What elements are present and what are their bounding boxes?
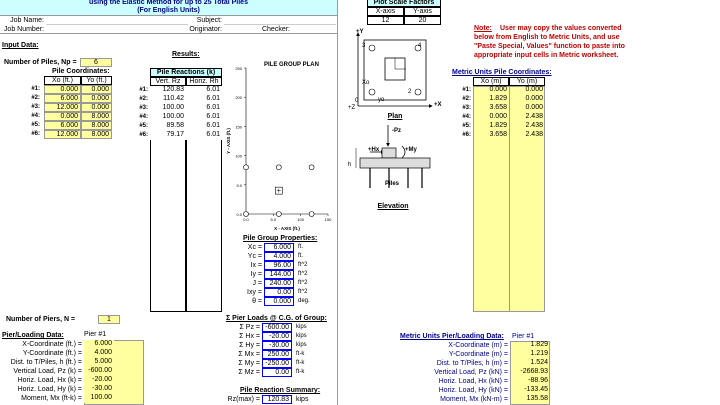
metric-pier-value: 135.58 bbox=[526, 395, 548, 402]
metric-row-label: #6: bbox=[462, 132, 471, 138]
pier-value-input[interactable]: 6.000 bbox=[84, 340, 114, 349]
elevation-label: Elevation bbox=[377, 203, 409, 210]
job-info bbox=[0, 16, 337, 34]
reaction-row-label: #3: bbox=[139, 105, 148, 111]
pier-value-input[interactable]: 5.000 bbox=[84, 358, 114, 367]
rmax-value: 120.83 bbox=[262, 395, 292, 404]
vert-reaction: 110.42 bbox=[150, 95, 186, 104]
metric-pier-row-label: Y-Coordinate (m) = bbox=[448, 351, 508, 358]
metric-x-value: 1.829 bbox=[489, 122, 507, 129]
pier-value-input[interactable]: -30.00 bbox=[84, 385, 114, 394]
pier-row-label: Dist. to T/Piles, h (ft.) = bbox=[10, 359, 82, 366]
metric-yo-header: Yo (m) bbox=[509, 77, 545, 86]
checker-label: Checker: bbox=[261, 26, 290, 33]
metric-pier-value: -2668.93 bbox=[520, 368, 548, 375]
metric-row-label: #5: bbox=[462, 123, 471, 129]
pier-row-label: Horiz. Load, Hy (k) = bbox=[17, 386, 82, 393]
reaction-row-label: #2: bbox=[139, 96, 148, 102]
metric-pier-row-label: X-Coordinate (m) = bbox=[448, 342, 508, 349]
x-tick-label: 0.0 bbox=[243, 217, 249, 222]
metric-pier-value: 1.829 bbox=[530, 341, 548, 348]
pier-value-input[interactable]: 100.00 bbox=[84, 394, 114, 403]
pier-value-input[interactable]: -20.00 bbox=[84, 376, 114, 385]
pile-row-label: #1: bbox=[31, 86, 40, 92]
reaction-row-label: #6: bbox=[139, 132, 148, 138]
metric-x-value: 0.000 bbox=[489, 113, 507, 120]
prop-unit: ft^2 bbox=[298, 271, 308, 277]
my-label: +My bbox=[405, 147, 417, 153]
metric-x-value: 0.000 bbox=[489, 86, 507, 93]
originator-label: Originator: bbox=[189, 26, 222, 33]
piles-label: Piles bbox=[385, 181, 400, 187]
note-line-4: appropriate input cells in Metric worksheet. bbox=[474, 52, 619, 59]
sum-label: Σ Mx = bbox=[238, 351, 260, 358]
horiz-reaction: 6.01 bbox=[186, 113, 222, 122]
horiz-reaction: 6.01 bbox=[186, 86, 222, 95]
pz-label: -Pz bbox=[392, 128, 401, 134]
y-tick-label: 100 bbox=[235, 153, 242, 159]
metric-xo-header: Xo (m) bbox=[473, 77, 509, 86]
pile-point bbox=[276, 212, 281, 217]
title-line-2: (For English Units) bbox=[137, 7, 200, 14]
sum-unit: kips bbox=[296, 324, 307, 330]
xo-label: Xo bbox=[362, 80, 370, 86]
vert-reaction: 100.00 bbox=[150, 104, 186, 113]
yo-label: yo bbox=[378, 97, 385, 103]
horiz-reaction: 6.01 bbox=[186, 104, 222, 113]
column-divider bbox=[337, 0, 338, 405]
metric-loading-title: Metric Units Pier/Loading Data: bbox=[400, 333, 504, 340]
sum-unit: ft-k bbox=[296, 360, 305, 366]
x-axis-scale-header: X-axis bbox=[367, 7, 404, 16]
y-tick-label: 150 bbox=[235, 124, 242, 130]
job-number-field[interactable] bbox=[46, 25, 188, 34]
note-label: Note: bbox=[474, 25, 492, 32]
prop-label: Ix = bbox=[250, 262, 262, 269]
prop-value: 4.000 bbox=[264, 252, 294, 261]
metric-y-value: 2.438 bbox=[525, 113, 543, 120]
sums-title: Σ Pier Loads @ C.G. of Group: bbox=[226, 315, 327, 322]
horiz-reaction: 6.01 bbox=[186, 95, 222, 104]
pile-point bbox=[244, 212, 249, 217]
pile-row-label: #2: bbox=[31, 95, 40, 101]
pile-x-input[interactable]: 12.000 bbox=[44, 103, 81, 112]
sum-value: 0.00 bbox=[262, 368, 292, 377]
pile-y-input[interactable]: 0.000 bbox=[81, 94, 112, 103]
subject-label: Subject: bbox=[196, 17, 222, 24]
num-piers-label: Number of Piers, N = bbox=[6, 316, 76, 323]
sum-label: Σ Hy = bbox=[239, 342, 260, 349]
pier-row-label: Horiz. Load, Hx (k) = bbox=[17, 377, 82, 384]
input-data-title: Input Data: bbox=[2, 42, 39, 49]
rmax-unit: kips bbox=[296, 396, 309, 403]
reaction-row-label: #1: bbox=[139, 87, 148, 93]
sum-unit: ft-k bbox=[296, 351, 305, 357]
metric-x-value: 1.829 bbox=[489, 95, 507, 102]
xo-header: Xo (ft.) bbox=[44, 76, 81, 85]
metric-coords-title: Metric Units Pile Coordinates: bbox=[452, 69, 552, 76]
prop-label: Xc = bbox=[247, 244, 262, 251]
prop-label: Ixy = bbox=[247, 289, 262, 296]
sum-label: Σ Pz = bbox=[239, 324, 260, 331]
pier-row-label: Vertical Load, Pz (k) = bbox=[13, 368, 82, 375]
metric-y-value: 0.000 bbox=[525, 95, 543, 102]
num-piles-input[interactable]: 6 bbox=[80, 58, 112, 67]
pier-header: Pier #1 bbox=[84, 331, 118, 340]
plan-label: Plan bbox=[387, 113, 403, 120]
metric-pier-row-label: Dist. to T/Piles, h (m) = bbox=[436, 360, 508, 367]
prop-value: 6.000 bbox=[264, 243, 294, 252]
plot-scale-title: Plot Scale Factors bbox=[367, 0, 441, 7]
loading-title: Pier/Loading Data: bbox=[2, 332, 64, 339]
metric-x-value: 3.658 bbox=[489, 131, 507, 138]
y-tick-label: 200 bbox=[235, 95, 242, 101]
prop-value: 0.000 bbox=[264, 297, 294, 306]
results-title: Results: bbox=[172, 51, 200, 58]
pile-4-label: 4 bbox=[418, 43, 422, 49]
prop-label: Iy = bbox=[250, 271, 262, 278]
prop-unit: ft^2 bbox=[298, 289, 308, 295]
pile-x-input[interactable]: 6.000 bbox=[44, 121, 81, 130]
title-line-1: using the Elastic Method for up to 25 Total Piles bbox=[89, 0, 248, 6]
metric-row-label: #3: bbox=[462, 105, 471, 111]
pile-y-input[interactable]: 0.000 bbox=[81, 103, 112, 112]
sum-unit: kips bbox=[296, 333, 307, 339]
prop-unit: deg. bbox=[298, 298, 310, 304]
prop-unit: ft. bbox=[298, 253, 304, 259]
props-title: Pile Group Properties: bbox=[243, 235, 318, 242]
sum-label: Σ Hx = bbox=[239, 333, 260, 340]
reaction-row-label: #4: bbox=[139, 114, 148, 120]
metric-y-value: 0.000 bbox=[525, 86, 543, 93]
pile-group-plot bbox=[224, 64, 336, 234]
pile-row-label: #5: bbox=[31, 122, 40, 128]
reaction-row-label: #5: bbox=[139, 123, 148, 129]
prop-label: Yc = bbox=[247, 253, 262, 260]
y-tick-label: 5.0 bbox=[236, 182, 242, 188]
origin-label: 0 bbox=[355, 98, 359, 104]
metric-pier-value: -88.96 bbox=[528, 377, 548, 384]
pier-row-label: X-Coordinate (ft.) = bbox=[22, 341, 82, 348]
pile-x-input[interactable]: 6.000 bbox=[44, 94, 81, 103]
pile-coords-title: Pile Coordinates: bbox=[52, 68, 110, 75]
sum-value: -600.00 bbox=[262, 323, 292, 332]
sum-value: 250.00 bbox=[262, 350, 292, 359]
metric-y-value: 0.000 bbox=[525, 104, 543, 111]
prop-value: 96.00 bbox=[264, 261, 294, 270]
horiz-reaction: 6.01 bbox=[186, 131, 222, 140]
pile-point bbox=[309, 212, 314, 217]
pile-point bbox=[244, 165, 249, 170]
metric-pier-row-label: Moment, Mx (kN-m) = bbox=[440, 396, 508, 403]
prop-label: θ = bbox=[252, 298, 262, 305]
pile-y-input[interactable]: 8.000 bbox=[81, 121, 112, 130]
subject-field[interactable] bbox=[224, 16, 336, 25]
prop-unit: ft. bbox=[298, 244, 304, 250]
vert-reaction: 120.83 bbox=[150, 86, 186, 95]
pile-y-input[interactable]: 0.000 bbox=[81, 85, 112, 94]
x-tick-label: 100 bbox=[297, 217, 305, 222]
sum-value: -20.00 bbox=[262, 332, 292, 341]
metric-pier-row-label: Vertical Load, Pz (kN) = bbox=[434, 369, 508, 376]
num-piers-input[interactable]: 1 bbox=[98, 315, 120, 324]
pile-row-label: #4: bbox=[31, 113, 40, 119]
note-line-2: below from English to Metric Units, and use bbox=[474, 34, 620, 41]
prop-value: 144.00 bbox=[264, 270, 294, 279]
x-tick-label: 5.0 bbox=[270, 217, 277, 222]
note-line-1: User may copy the values converted bbox=[500, 25, 622, 32]
pier-value-input[interactable]: -600.00 bbox=[84, 367, 114, 376]
prop-unit: ft^2 bbox=[298, 280, 308, 286]
x-tick-label: 150 bbox=[324, 217, 332, 222]
pile-row-label: #6: bbox=[31, 131, 40, 137]
prop-unit: ft^2 bbox=[298, 262, 308, 268]
sum-label: Σ My = bbox=[238, 360, 260, 367]
prop-value: 240.00 bbox=[264, 279, 294, 288]
reactions-title: Pile Reactions (k) bbox=[150, 68, 222, 77]
prop-value: 0.00 bbox=[264, 288, 294, 297]
originator-field[interactable] bbox=[224, 25, 258, 34]
job-number-label: Job Number: bbox=[3, 26, 44, 33]
y-tick-label: 0.0 bbox=[236, 212, 242, 217]
metric-y-value: 2.438 bbox=[525, 122, 543, 129]
note-line-3: "Paste Special, Values" function to paste into bbox=[474, 43, 625, 50]
pile-x-input[interactable]: 12.000 bbox=[44, 130, 81, 139]
pile-x-input[interactable]: 0.000 bbox=[44, 85, 81, 94]
yo-header: Yo (ft.) bbox=[81, 76, 112, 85]
num-piles-label: Number of Piles, Np = bbox=[4, 59, 77, 66]
pier-row-label: Y-Coordinate (ft.) = bbox=[22, 350, 82, 357]
metric-pier-row-label: Horiz. Load, Hy (kN) = bbox=[438, 387, 508, 394]
pier-value-input[interactable]: 4.000 bbox=[84, 349, 114, 358]
sum-value: -30.00 bbox=[262, 341, 292, 350]
rmax-label: Rz(max) = bbox=[227, 396, 260, 403]
vert-reaction: 100.00 bbox=[150, 113, 186, 122]
metric-row-label: #4: bbox=[462, 114, 471, 120]
pile-point bbox=[309, 165, 314, 170]
sum-value: -250.00 bbox=[262, 359, 292, 368]
h-label: h bbox=[348, 162, 352, 168]
pier-row-label: Moment, Mx (ft-k) = bbox=[21, 395, 82, 402]
pile-3-label: 3 bbox=[362, 43, 366, 49]
sum-unit: kips bbox=[296, 342, 307, 348]
plan-x-label: +X bbox=[434, 102, 442, 108]
plot-title: PILE GROUP PLAN bbox=[264, 62, 319, 68]
pile-y-input[interactable]: 8.000 bbox=[81, 112, 112, 121]
sum-label: Σ Mz = bbox=[238, 369, 260, 376]
y-axis-scale-header: Y-axis bbox=[404, 7, 441, 16]
metric-pier-value: 1.524 bbox=[530, 359, 548, 366]
x-axis-scale-input[interactable]: 12 bbox=[367, 16, 404, 25]
horiz-reaction: 6.01 bbox=[186, 122, 222, 131]
plan-z-label: +Z bbox=[348, 105, 356, 111]
pile-point bbox=[276, 165, 281, 170]
y-tick-label: 250 bbox=[235, 66, 242, 71]
y-axis-scale-input[interactable]: 20 bbox=[404, 16, 441, 25]
pile-x-input[interactable]: 0.000 bbox=[44, 112, 81, 121]
pile-row-label: #3: bbox=[31, 104, 40, 110]
vert-reaction: 89.58 bbox=[150, 122, 186, 131]
metric-pier-row-label: Horiz. Load, Hx (kN) = bbox=[438, 378, 508, 385]
metric-y-value: 2.438 bbox=[525, 131, 543, 138]
hx-label: +Hx bbox=[368, 147, 380, 153]
metric-row-label: #1: bbox=[462, 87, 471, 93]
pile-y-input[interactable]: 8.000 bbox=[81, 130, 112, 139]
y-axis-title: Y - AXIS (ft.) bbox=[226, 128, 231, 154]
metric-pier-value: 1.219 bbox=[530, 350, 548, 357]
plan-y-label: +Y bbox=[356, 29, 364, 35]
metric-pier-value: -133.45 bbox=[524, 386, 548, 393]
metric-row-label: #2: bbox=[462, 96, 471, 102]
checker-field[interactable] bbox=[292, 25, 336, 34]
metric-pier-header: Pier #1 bbox=[512, 333, 535, 340]
pile-2-label: 2 bbox=[408, 89, 412, 95]
x-axis-title: X - AXIS (ft.) bbox=[274, 226, 300, 231]
metric-x-value: 3.658 bbox=[489, 104, 507, 111]
summary-title: Pile Reaction Summary: bbox=[240, 387, 321, 394]
job-name-label: Job Name: bbox=[10, 17, 44, 24]
job-name-field[interactable] bbox=[46, 16, 188, 25]
sum-unit: ft-k bbox=[296, 369, 305, 375]
title-bar bbox=[0, 0, 337, 16]
vert-reaction: 79.17 bbox=[150, 131, 186, 140]
prop-label: J = bbox=[252, 280, 262, 287]
horiz-header: Horiz. Rh bbox=[186, 77, 222, 86]
vert-header: Vert. Rz bbox=[150, 77, 186, 86]
